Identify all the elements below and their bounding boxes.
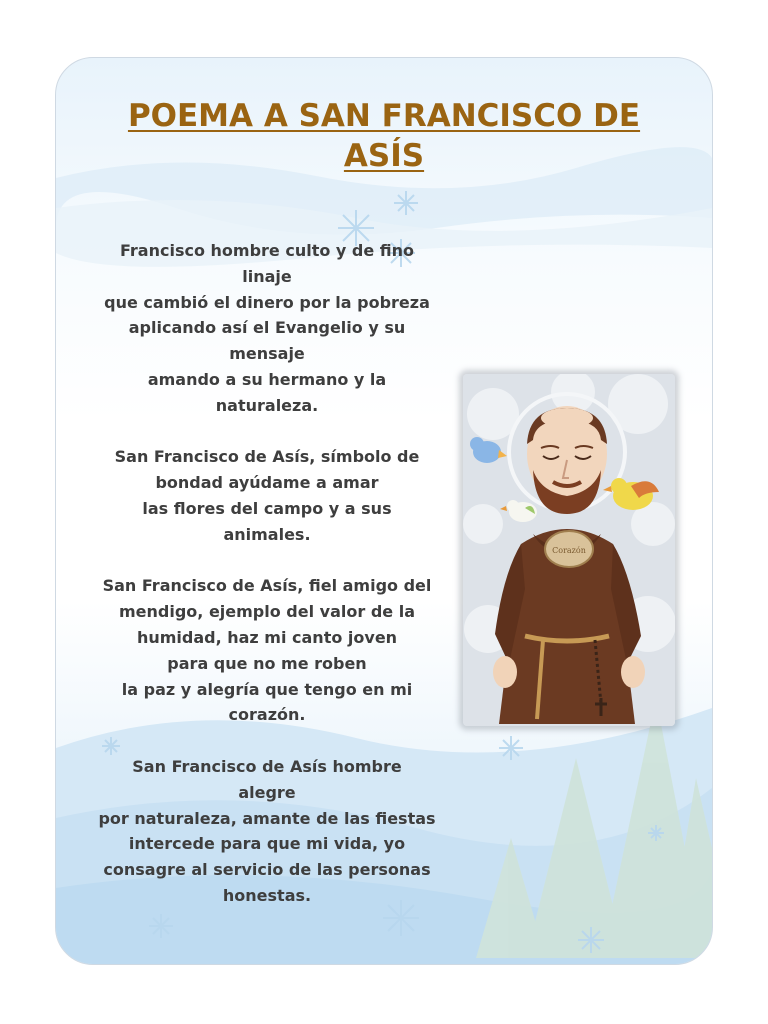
poem-line: honestas. [222,885,312,905]
poem-line: amando a su hermano y la [147,369,387,389]
poem-line: Francisco hombre culto y de fino [119,241,415,260]
poem-line: las flores del campo y a sus [142,498,392,518]
stanza-gap [81,419,453,445]
poem-line: linaje [242,266,292,286]
poem-line: corazón. [228,705,306,725]
poem-line: por naturaleza, amante de las fiestas [98,808,436,828]
saint-francis-illustration [463,374,675,726]
poem-line: San Francisco de Asís, símbolo de [114,447,420,467]
poem-line: que cambió el dinero por la pobreza [104,292,430,312]
poem-line: animales. [223,524,311,544]
poem-line: humidad, haz mi canto joven [136,627,398,647]
title-line-2: ASÍS [343,138,425,174]
poem-line: la paz y alegría que tengo en mi [121,679,413,699]
poem-line: naturaleza. [215,395,319,415]
poem-line: San Francisco de Asís hombre [132,756,402,776]
poem-line: intercede para que mi vida, yo [128,834,406,854]
poem-line: consagre al servicio de las personas [103,860,431,880]
stanza-gap [81,728,453,754]
poem-card [55,57,713,965]
title-line-1: POEMA A SAN FRANCISCO DE [127,98,641,134]
poem-text [81,238,453,909]
poem-line: San Francisco de Asís, fiel amigo del [102,576,432,596]
poem-line: bondad ayúdame a amar [155,473,379,493]
poem-line: mendigo, ejemplo del valor de la [119,602,415,622]
page-title [56,96,712,176]
stanza-gap [81,548,453,574]
poem-line: mensaje [229,344,305,364]
badge-text: Corazón [552,546,586,555]
poem-line: aplicando así el Evangelio y su [128,318,406,338]
poem-line: alegre [238,782,296,802]
saint-francis-drawing [463,374,675,726]
poem-line: para que no me roben [167,653,367,673]
